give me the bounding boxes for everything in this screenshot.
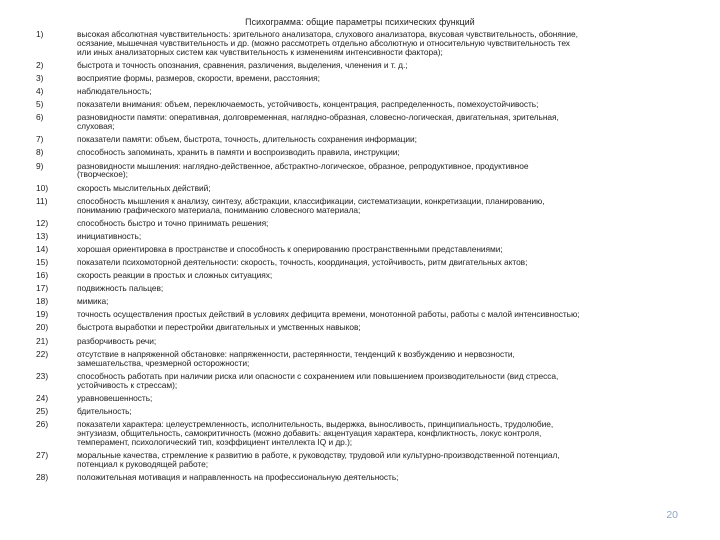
item-text (77, 135, 691, 144)
item-number: 21) (36, 335, 49, 346)
item-text (77, 113, 691, 131)
item-text-line: скорость мыслительных действий; (77, 182, 211, 193)
item-text (77, 30, 691, 57)
item-text-line: энтузиазм, общительность, самокритичность (можно добавить: акцентуация характера, конфликтность, локус контроля, (77, 427, 542, 438)
item-number: 6) (36, 112, 44, 123)
item-text-line: показатели характера: целеустремленность, исполнительность, выдержка, выносливость, принципиальность, трудолюбие, (77, 418, 554, 429)
item-number: 8) (36, 147, 44, 158)
item-text-line: разновидности памяти: оперативная, долговременная, наглядно-образная, словесно-логическая, двигательная, зрительная, (77, 112, 559, 123)
item-text-line: или иных анализаторных систем как чувствительность к изменениям интенсивности фактора); (77, 46, 443, 57)
item-text-line: хорошая ориентировка в пространстве и способность к оперированию пространственными представлениями; (77, 243, 503, 254)
item-text-line: положительная мотивация и направленность на профессиональную деятельность; (77, 471, 399, 482)
item-text-line: наблюдательность; (77, 86, 152, 97)
item-text (77, 284, 691, 293)
page-number: 20 (666, 509, 678, 521)
item-text-line: способность работать при наличии риска или опасности с сохранением или повышением производительности (вид стресса, (77, 370, 559, 381)
item-number: 4) (36, 86, 44, 97)
item-text (77, 271, 691, 280)
item-number: 27) (36, 449, 49, 460)
item-number: 28) (36, 471, 49, 482)
item-text-line: темперамент, психологический тип, коэффициент интеллекта IQ и др.); (77, 436, 353, 447)
item-text-line: уравновешенность; (77, 392, 153, 403)
item-number: 23) (36, 370, 49, 381)
item-text-line: отсутствие в напряженной обстановке: напряженности, растерянности, тенденций к возбуждению и нервозности, (77, 348, 515, 359)
item-text (77, 232, 691, 241)
item-text-line: восприятие формы, размеров, скорости, времени, расстояния; (77, 73, 320, 83)
item-number: 20) (36, 322, 49, 333)
item-text-line: разборчивость речи; (77, 335, 157, 346)
item-number: 26) (36, 418, 49, 429)
item-text-line: быстрота и точность опознания, сравнения, различения, выделения, членения и т. д.; (77, 59, 408, 70)
item-text-line: подвижность пальцев; (77, 283, 164, 294)
item-text-line: показатели памяти: объем, быстрота, точность, длительность сохранения информации; (77, 134, 417, 145)
item-number: 24) (36, 392, 49, 403)
item-text (77, 394, 691, 403)
item-number: 5) (36, 99, 44, 110)
item-text (77, 184, 691, 193)
item-number: 2) (36, 59, 44, 70)
item-text-line: способность запоминать, хранить в памяти и воспроизводить правила, инструкции; (77, 147, 400, 158)
item-text-line: разновидности мышления: наглядно-действенное, абстрактно-логическое, образное, репродуктивное, продуктивное (77, 160, 529, 171)
item-number: 16) (36, 270, 49, 280)
item-text (77, 258, 691, 267)
item-text-line: слуховая; (77, 121, 115, 132)
item-text (77, 297, 691, 306)
item-text (77, 197, 691, 215)
item-text (77, 372, 691, 390)
item-text-line: потенциал к руководящей работе; (77, 458, 209, 469)
item-number: 9) (36, 160, 44, 171)
item-number: 1) (36, 29, 44, 39)
item-text (77, 74, 691, 83)
item-text-line: скорость реакции в простых и сложных ситуациях; (77, 270, 273, 280)
item-text-line: способность мышления к анализу, синтезу, абстракции, классификации, систематизации, конкретизации, планированию, (77, 195, 545, 206)
item-number: 7) (36, 134, 44, 145)
item-text (77, 323, 691, 332)
item-number: 18) (36, 296, 49, 307)
item-text-line: осязание, мышечная чувствительность и др. (можно рассмотреть отдельно абсолютную и относительную чувствительность тех (77, 37, 570, 48)
item-text (77, 420, 691, 447)
item-text-line: моральные качества, стремление к развитию в работе, к руководству, трудовой или культурно-производственной потенциал, (77, 449, 560, 460)
item-text (77, 87, 691, 96)
item-text (77, 407, 691, 416)
item-text (77, 219, 691, 228)
item-text-line: показатели психомоторной деятельности: скорость, точность, координация, устойчивость, ритм двигательных актов; (77, 256, 528, 267)
item-text (77, 61, 691, 70)
item-number: 3) (36, 73, 44, 83)
item-text (77, 473, 691, 482)
item-text-line: пониманию графического материала, пониманию словесного материала; (77, 204, 361, 215)
item-number: 10) (36, 182, 49, 193)
item-text (77, 451, 691, 469)
item-text-line: (творческое); (77, 169, 128, 180)
item-text-line: мимика; (77, 296, 109, 307)
item-text-line: точность осуществления простых действий в условиях дефицита времени, монотонной работы, работы с малой интенсивностью; (77, 309, 580, 320)
item-text-line: показатели внимания: объем, переключаемость, устойчивость, концентрация, распределенность, помехоустойчивость; (77, 99, 539, 110)
item-text-line: способность быстро и точно принимать решения; (77, 217, 269, 228)
item-text-line: бдительность; (77, 405, 132, 416)
slide-title: Психограмма: общие параметры психических функций (245, 17, 475, 27)
item-number: 22) (36, 348, 49, 359)
item-number: 17) (36, 283, 49, 294)
item-text-line: быстрота выработки и перестройки двигательных и умственных навыков; (77, 322, 361, 333)
item-number: 14) (36, 243, 49, 254)
item-text (77, 148, 691, 157)
item-number: 19) (36, 309, 49, 320)
item-text (77, 245, 691, 254)
item-text (77, 350, 691, 368)
item-text (77, 162, 691, 180)
item-text (77, 310, 691, 319)
item-number: 15) (36, 256, 49, 267)
item-number: 12) (36, 217, 49, 228)
item-text-line: замешательства, чрезмерной осторожности; (77, 357, 250, 368)
item-text-line: инициативность; (77, 230, 142, 241)
item-text (77, 100, 691, 109)
item-number: 25) (36, 405, 49, 416)
item-number: 13) (36, 230, 49, 241)
item-text-line: устойчивость к стрессам); (77, 379, 178, 390)
item-text (77, 337, 691, 346)
item-number: 11) (36, 195, 48, 206)
item-text-line: высокая абсолютная чувствительность: зрительного анализатора, слухового анализатора, вкусовая чувствительность, обоняние, (77, 29, 578, 39)
